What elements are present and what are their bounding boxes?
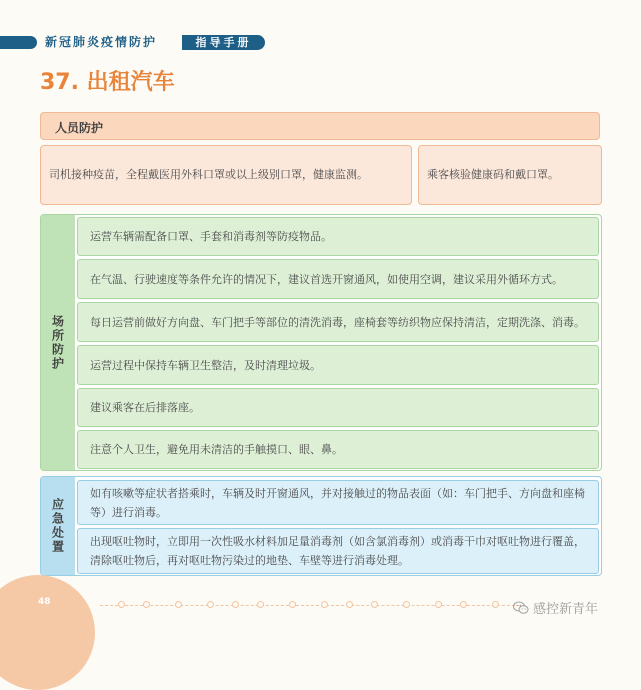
header-tag: 指导手册 — [182, 35, 265, 50]
venue-item — [77, 430, 599, 469]
emergency-item — [77, 480, 599, 525]
header-title: 新冠肺炎疫情防护 — [45, 35, 158, 49]
driver-box — [40, 145, 412, 205]
footer-dot — [492, 601, 499, 608]
emergency-label: 应急处置 — [50, 498, 65, 554]
venue-item — [77, 302, 599, 342]
page-title: 37. 出租汽车 — [40, 70, 175, 95]
driver-text: 司机接种疫苗，全程戴医用外科口罩或以上级别口罩，健康监测。 — [49, 168, 368, 181]
footer-dot — [321, 601, 328, 608]
footer-divider — [100, 605, 520, 606]
venue-item-text: 运营车辆需配备口罩、手套和消毒剂等防疫物品。 — [90, 230, 332, 243]
footer-dot — [143, 601, 150, 608]
footer-dot — [289, 601, 296, 608]
emergency-section — [40, 476, 602, 576]
venue-item — [77, 345, 599, 385]
venue-section — [40, 214, 602, 471]
personnel-heading — [40, 112, 600, 140]
venue-label: 场所防护 — [50, 314, 65, 371]
footer-dot — [118, 601, 125, 608]
emergency-label-box — [41, 477, 75, 575]
venue-item — [77, 217, 599, 256]
footer-dot — [403, 601, 410, 608]
venue-item-text: 建议乘客在后排落座。 — [90, 401, 200, 414]
venue-item — [77, 259, 599, 299]
watermark — [513, 598, 598, 617]
passenger-box — [418, 145, 602, 205]
venue-item-text: 注意个人卫生，避免用未清洁的手触摸口、眼、鼻。 — [90, 443, 343, 456]
emergency-item — [77, 528, 599, 574]
venue-item-text: 在气温、行驶速度等条件允许的情况下，建议首选开窗通风，如使用空调，建议采用外循环方式。 — [90, 272, 563, 286]
emergency-item-text: 如有咳嗽等症状者搭乘时，车辆及时开窗通风，并对接触过的物品表面（如：车门把手、方向盘和座椅等）进行消毒。 — [90, 486, 585, 519]
footer-dot — [232, 601, 239, 608]
footer-dot — [175, 601, 182, 608]
footer-dot — [460, 601, 467, 608]
wechat-icon — [513, 601, 529, 615]
page-number: 48 — [38, 597, 51, 607]
personnel-heading-label: 人员防护 — [55, 121, 104, 135]
passenger-text: 乘客核验健康码和戴口罩。 — [427, 168, 559, 181]
footer-dot — [435, 601, 442, 608]
footer-dot — [371, 601, 378, 608]
footer-dot — [346, 601, 353, 608]
footer-dot — [207, 601, 214, 608]
venue-item-text: 每日运营前做好方向盘、车门把手等部位的清洗消毒，座椅套等纺织物应保持清洁，定期洗涤、消毒。 — [90, 315, 585, 329]
page-number-badge — [0, 575, 95, 690]
watermark-text: 感控新青年 — [533, 602, 599, 617]
venue-item — [77, 388, 599, 427]
venue-label-box — [41, 215, 75, 470]
venue-item-text: 运营过程中保持车辆卫生整洁，及时清理垃圾。 — [90, 358, 321, 372]
emergency-item-text: 出现呕吐物时，立即用一次性吸水材料加足量消毒剂（如含氯消毒剂）或消毒干巾对呕吐物进行覆盖，清除呕吐物后，再对呕吐物污染过的地垫、车壁等进行消毒处理。 — [90, 535, 585, 567]
header-accent-bar — [0, 36, 37, 49]
footer-dot — [257, 601, 264, 608]
